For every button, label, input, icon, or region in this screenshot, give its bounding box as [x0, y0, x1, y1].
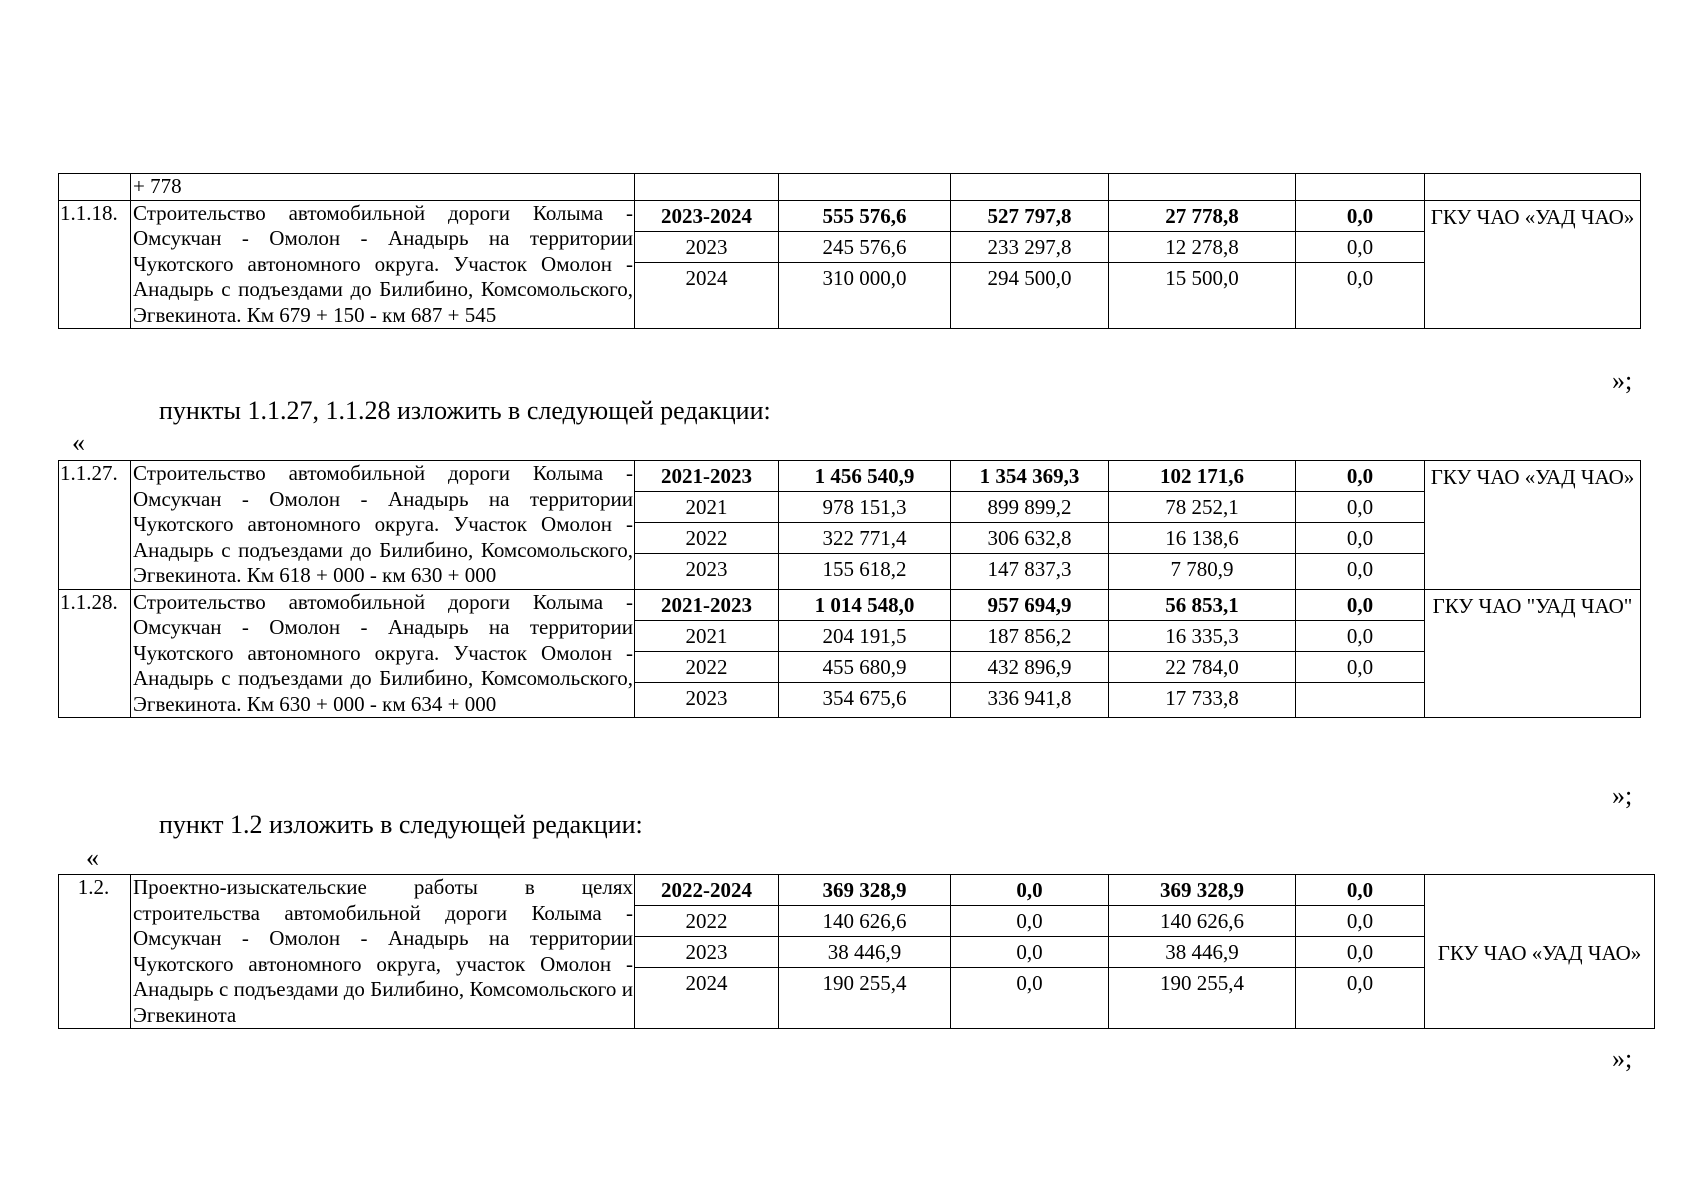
regional-cell: 369 328,9 [1109, 875, 1296, 906]
table-row [59, 461, 1641, 492]
other-cell: 0,0 [1296, 492, 1425, 523]
other-cell: 0,0 [1296, 651, 1425, 682]
total-cell: 245 576,6 [779, 231, 951, 262]
total-cell: 1 456 540,9 [779, 461, 951, 492]
period-cell: 2023 [635, 554, 779, 590]
period-cell: 2021 [635, 492, 779, 523]
period-cell: 2023 [635, 231, 779, 262]
row-number: 1.1.28. [59, 589, 131, 718]
regional-cell: 22 784,0 [1109, 651, 1296, 682]
period-cell: 2023 [635, 937, 779, 968]
closing-quote: »; [1612, 366, 1633, 395]
regional-cell: 16 138,6 [1109, 523, 1296, 554]
regional-cell: 38 446,9 [1109, 937, 1296, 968]
total-cell: 369 328,9 [779, 875, 951, 906]
closing-quote: »; [1612, 1044, 1633, 1073]
total-cell: 310 000,0 [779, 262, 951, 329]
federal-cell: 899 899,2 [951, 492, 1109, 523]
closing-quote: »; [1612, 781, 1633, 810]
other-cell: 0,0 [1296, 262, 1425, 329]
total-cell: 38 446,9 [779, 937, 951, 968]
executor-cell: ГКУ ЧАО «УАД ЧАО» [1425, 875, 1655, 1029]
federal-cell: 187 856,2 [951, 620, 1109, 651]
row-number: 1.1.27. [59, 461, 131, 590]
row-number: 1.2. [59, 875, 131, 1029]
row-description: Строительство автомобильной дороги Колыма - Омсукчан - Омолон - Анадырь на территории Чукотского автономного округа. Участок Омолон - Анадырь с подъездами до Билибино, Комсомольского, Эгвекинота. Км 679 + 150 - км 687 + 545 [131, 200, 635, 329]
other-cell: 0,0 [1296, 968, 1425, 1029]
executor-cell: ГКУ ЧАО «УАД ЧАО» [1425, 200, 1641, 329]
federal-cell: 957 694,9 [951, 589, 1109, 620]
row-number: 1.1.18. [59, 200, 131, 329]
opening-quote: « [72, 428, 85, 457]
executor-cell: ГКУ ЧАО «УАД ЧАО» [1425, 461, 1641, 590]
federal-cell: 336 941,8 [951, 682, 1109, 718]
other-cell: 0,0 [1296, 231, 1425, 262]
table-amendment-1 [58, 460, 1641, 718]
other-cell: 0,0 [1296, 461, 1425, 492]
other-cell: 0,0 [1296, 620, 1425, 651]
period-cell: 2023-2024 [635, 200, 779, 231]
federal-cell: 233 297,8 [951, 231, 1109, 262]
table-row [59, 174, 1641, 201]
table-row [59, 200, 1641, 231]
federal-cell: 1 354 369,3 [951, 461, 1109, 492]
other-cell: 0,0 [1296, 200, 1425, 231]
other-cell: 0,0 [1296, 875, 1425, 906]
total-cell: 155 618,2 [779, 554, 951, 590]
federal-cell: 0,0 [951, 937, 1109, 968]
total-cell: 354 675,6 [779, 682, 951, 718]
table-row [59, 589, 1641, 620]
period-cell: 2021-2023 [635, 461, 779, 492]
regional-cell: 17 733,8 [1109, 682, 1296, 718]
table-continued [58, 173, 1641, 329]
federal-cell: 527 797,8 [951, 200, 1109, 231]
total-cell: 140 626,6 [779, 906, 951, 937]
regional-cell: 190 255,4 [1109, 968, 1296, 1029]
period-cell: 2022 [635, 651, 779, 682]
amendment-paragraph: пункт 1.2 изложить в следующей редакции: [159, 810, 643, 839]
federal-cell: 0,0 [951, 906, 1109, 937]
regional-cell: 15 500,0 [1109, 262, 1296, 329]
regional-cell: 16 335,3 [1109, 620, 1296, 651]
period-cell: 2023 [635, 682, 779, 718]
other-cell: 0,0 [1296, 937, 1425, 968]
total-cell: 555 576,6 [779, 200, 951, 231]
period-cell: 2021 [635, 620, 779, 651]
period-cell: 2022 [635, 906, 779, 937]
period-cell: 2021-2023 [635, 589, 779, 620]
row-description: + 778 [131, 174, 635, 201]
row-description: Строительство автомобильной дороги Колыма - Омсукчан - Омолон - Анадырь на территории Чукотского автономного округа. Участок Омолон - Анадырь с подъездами до Билибино, Комсомольского, Эгвекинота. Км 618 + 000 - км 630 + 000 [131, 461, 635, 590]
row-number [59, 174, 131, 201]
row-description: Строительство автомобильной дороги Колыма - Омсукчан - Омолон - Анадырь на территории Чукотского автономного округа. Участок Омолон - Анадырь с подъездами до Билибино, Комсомольского, Эгвекинота. Км 630 + 000 - км 634 + 000 [131, 589, 635, 718]
other-cell: 0,0 [1296, 589, 1425, 620]
federal-cell: 432 896,9 [951, 651, 1109, 682]
period-cell: 2024 [635, 968, 779, 1029]
regional-cell: 12 278,8 [1109, 231, 1296, 262]
other-cell: 0,0 [1296, 554, 1425, 590]
other-cell [1296, 682, 1425, 718]
total-cell: 322 771,4 [779, 523, 951, 554]
regional-cell: 7 780,9 [1109, 554, 1296, 590]
federal-cell: 0,0 [951, 875, 1109, 906]
amendment-paragraph: пункты 1.1.27, 1.1.28 изложить в следующей редакции: [159, 396, 771, 425]
other-cell: 0,0 [1296, 906, 1425, 937]
total-cell: 978 151,3 [779, 492, 951, 523]
period-cell: 2022-2024 [635, 875, 779, 906]
regional-cell: 140 626,6 [1109, 906, 1296, 937]
period-cell: 2024 [635, 262, 779, 329]
total-cell: 455 680,9 [779, 651, 951, 682]
federal-cell: 147 837,3 [951, 554, 1109, 590]
table-amendment-2 [58, 874, 1655, 1029]
regional-cell: 56 853,1 [1109, 589, 1296, 620]
period-cell: 2022 [635, 523, 779, 554]
regional-cell: 102 171,6 [1109, 461, 1296, 492]
federal-cell: 306 632,8 [951, 523, 1109, 554]
total-cell: 204 191,5 [779, 620, 951, 651]
total-cell: 1 014 548,0 [779, 589, 951, 620]
total-cell: 190 255,4 [779, 968, 951, 1029]
federal-cell: 0,0 [951, 968, 1109, 1029]
executor-cell: ГКУ ЧАО "УАД ЧАО" [1425, 589, 1641, 718]
regional-cell: 27 778,8 [1109, 200, 1296, 231]
federal-cell: 294 500,0 [951, 262, 1109, 329]
regional-cell: 78 252,1 [1109, 492, 1296, 523]
opening-quote: « [86, 843, 99, 872]
row-description: Проектно-изыскательские работы в целях строительства автомобильной дороги Колыма - Омсукчан - Омолон - Анадырь на территории Чукотского автономного округа, участок Омолон - Анадырь с подъездами до Билибино, Комсомольского и Эгвекинота [131, 875, 635, 1029]
other-cell: 0,0 [1296, 523, 1425, 554]
table-row [59, 875, 1655, 906]
